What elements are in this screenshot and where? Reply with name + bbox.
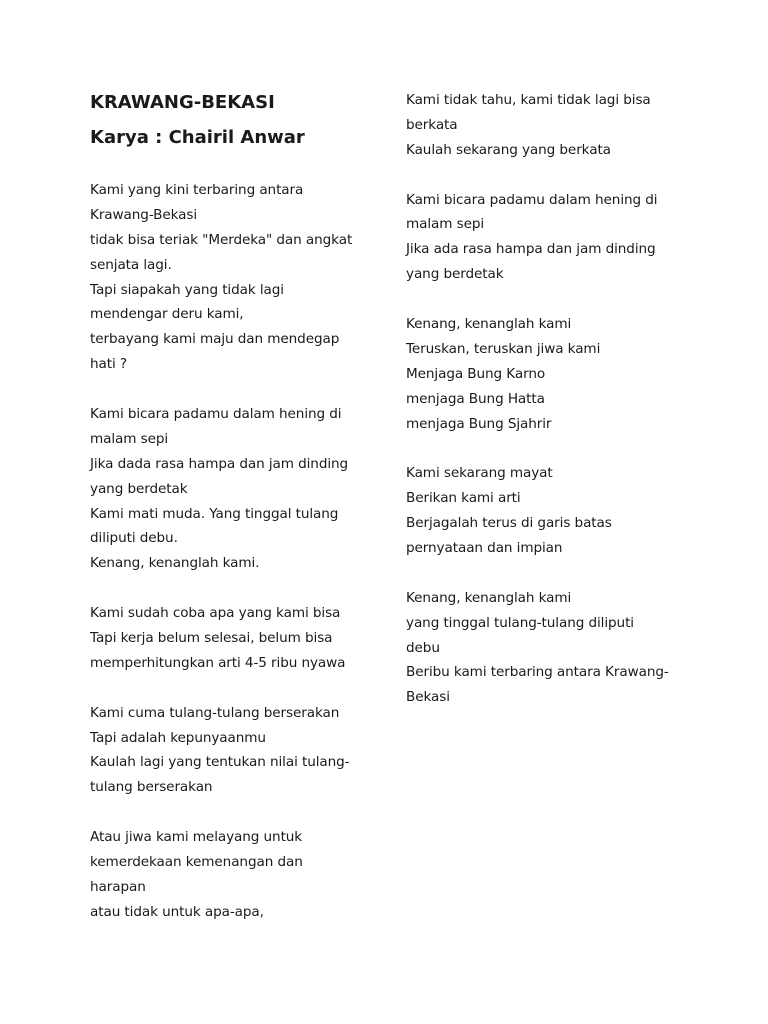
poem-line: Kami yang kini terbaring antara <box>90 182 304 198</box>
poem-line: Tapi kerja belum selesai, belum bisa <box>90 630 333 647</box>
poem-line: Berikan kami arti <box>406 490 521 507</box>
poem-line: Kenang, kenanglah kami <box>406 316 572 333</box>
poem-line: Beribu kami terbaring antara Krawang- <box>406 664 669 681</box>
stanza-gap <box>90 676 380 701</box>
poem-line: hati ? <box>90 356 127 373</box>
poem-line: tidak bisa teriak "Merdeka" dan angkat <box>90 231 353 248</box>
poem-line: Kenang, kenanglah kami <box>406 589 572 606</box>
poem-line: malam sepi <box>406 216 485 233</box>
poem-stanza <box>406 586 696 710</box>
poem-line: Bekasi <box>406 689 450 706</box>
poem-line: Tapi siapakah yang tidak lagi <box>90 281 284 298</box>
poem-title: KRAWANG-BEKASI <box>90 92 275 113</box>
poem-line: Kami bicara padamu dalam hening di <box>90 406 342 423</box>
poem-line: Kami tidak tahu, kami tidak lagi bisa <box>406 92 651 108</box>
stanza-gap <box>90 800 380 825</box>
poem-line: Kami mati muda. Yang tinggal tulang <box>90 505 339 522</box>
poem-line: debu <box>406 639 440 656</box>
poem-line: Kami sekarang mayat <box>406 465 553 482</box>
poem-line: Kenang, kenanglah kami. <box>90 555 260 572</box>
right-stanzas <box>406 88 696 710</box>
poem-stanza <box>406 88 696 163</box>
title-spacer <box>90 151 380 178</box>
right-column <box>406 88 696 710</box>
poem-line: terbayang kami maju dan mendegap <box>90 331 340 348</box>
stanza-gap <box>406 287 696 312</box>
poem-line: memperhitungkan arti 4-5 ribu nyawa <box>90 654 346 671</box>
poem-line: harapan <box>90 878 146 895</box>
poem-line: Menjaga Bung Karno <box>406 365 546 382</box>
poem-line: Berjagalah terus di garis batas <box>406 515 612 532</box>
poem-line: menjaga Bung Sjahrir <box>406 415 552 432</box>
poem-stanza <box>90 701 380 801</box>
poem-line: mendengar deru kami, <box>90 306 244 323</box>
poem-line: Atau jiwa kami melayang untuk <box>90 829 303 846</box>
poem-line: Jika dada rasa hampa dan jam dinding <box>90 455 349 472</box>
poem-line: Kaulah lagi yang tentukan nilai tulang- <box>90 754 350 771</box>
poem-line: pernyataan dan impian <box>406 540 563 557</box>
poem-line: yang tinggal tulang-tulang diliputi <box>406 614 634 631</box>
poem-line: Kaulah sekarang yang berkata <box>406 141 611 158</box>
stanza-gap <box>90 576 380 601</box>
left-stanzas <box>90 178 380 925</box>
poem-line: Tapi adalah kepunyaanmu <box>90 729 266 746</box>
poem-line: Jika ada rasa hampa dan jam dinding <box>406 241 656 258</box>
stanza-gap <box>406 561 696 586</box>
poem-line: tulang berserakan <box>90 779 213 796</box>
poem-line: Teruskan, teruskan jiwa kami <box>406 340 601 357</box>
poem-author: Karya : Chairil Anwar <box>90 127 305 148</box>
poem-stanza <box>90 402 380 576</box>
poem-stanza <box>406 461 696 561</box>
poem-line: yang berdetak <box>90 480 188 497</box>
poem-line: Krawang-Bekasi <box>90 206 198 223</box>
poem-line: senjata lagi. <box>90 256 172 273</box>
poem-line: diliputi debu. <box>90 530 178 547</box>
poem-line: Kami cuma tulang-tulang berserakan <box>90 704 340 721</box>
poem-line: yang berdetak <box>406 266 504 283</box>
poem-stanza <box>90 825 380 925</box>
stanza-gap <box>406 436 696 461</box>
stanza-gap <box>90 377 380 402</box>
poem-stanza <box>406 312 696 436</box>
poem-line: Kami sudah coba apa yang kami bisa <box>90 605 341 622</box>
poem-stanza <box>406 188 696 288</box>
poem-line: berkata <box>406 116 458 133</box>
poem-stanza <box>90 178 380 377</box>
poem-line: malam sepi <box>90 430 169 447</box>
left-column <box>90 90 380 925</box>
poem-stanza <box>90 601 380 676</box>
poem-line: atau tidak untuk apa-apa, <box>90 903 264 920</box>
poem-line: menjaga Bung Hatta <box>406 390 545 407</box>
poem-line: kemerdekaan kemenangan dan <box>90 854 303 871</box>
poem-line: Kami bicara padamu dalam hening di <box>406 191 658 208</box>
stanza-gap <box>406 163 696 188</box>
